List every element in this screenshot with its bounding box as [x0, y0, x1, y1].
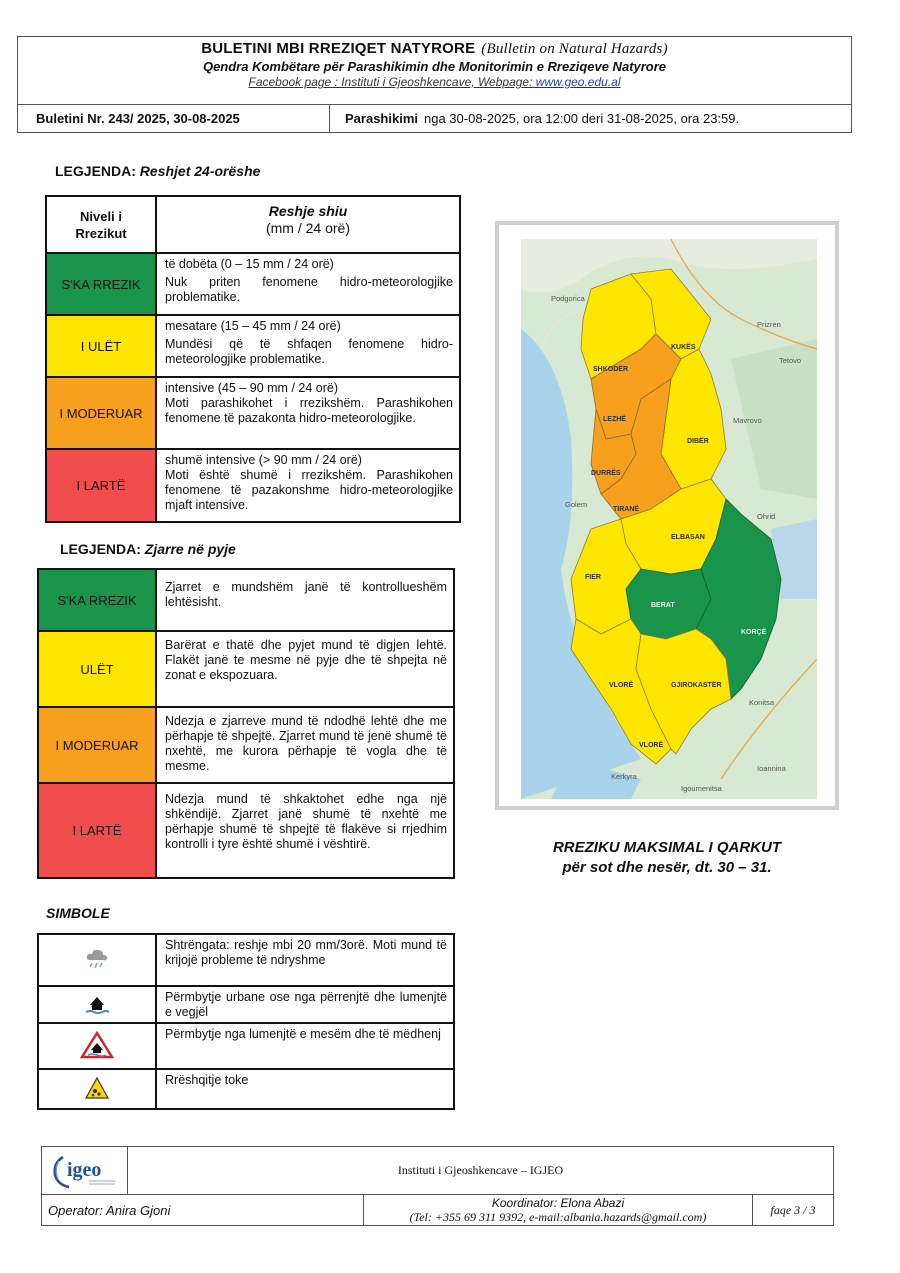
place-mavrovo: Mavrovo [733, 416, 762, 425]
fire-row-low [38, 631, 454, 707]
forecast-label: Parashikimi [345, 111, 418, 126]
place-prizren: Prizren [757, 320, 781, 329]
center-name: Qendra Kombëtare për Parashikimin dhe Monitorimin e Rreziqeve Natyrore [202, 59, 667, 74]
risk-map[interactable] [521, 239, 817, 799]
label-tirane: TIRANË [613, 506, 640, 513]
rain-desc-no-risk [156, 253, 460, 315]
fire-legend-table [37, 568, 455, 879]
rain-row-no-risk [46, 253, 460, 315]
fire-legend-title [60, 541, 236, 557]
bulletin-number: Buletini Nr. 243/ 2025, 30-08-2025 [18, 105, 330, 133]
map-caption [495, 838, 839, 878]
footer-top-row [42, 1147, 833, 1195]
rain-amount: mesatare (15 – 45 mm / 24 orë) [165, 319, 341, 333]
label-shkoder: SHKODËR [593, 366, 629, 373]
rain-desc-low [156, 315, 460, 377]
logo-text: igeo [66, 1158, 101, 1181]
forecast-period [330, 105, 851, 133]
rain-description: Mundësi që të shfaqen fenomene hidro-meteorologjike problematike. [165, 337, 453, 366]
fire-row-moderate [38, 707, 454, 783]
label-fier: FIER [585, 574, 601, 581]
symbol-desc-landslide: Rrëshqitje toke [156, 1069, 454, 1109]
river-flood-icon [38, 1023, 156, 1069]
igeo-logo [42, 1147, 128, 1194]
header-info-row [18, 105, 851, 133]
fire-row-no-risk [38, 569, 454, 631]
rain-level-no-risk: S'KA RREZIK [46, 253, 156, 315]
bulletin-title [18, 40, 851, 58]
label-kukes: KUKËS [671, 344, 696, 351]
fire-legend-label: LEGJENDA: [60, 541, 141, 557]
urban-flood-icon [38, 986, 156, 1023]
level-header-line-1: Niveli i [80, 208, 122, 224]
webpage-link[interactable]: www.geo.edu.al [535, 75, 621, 89]
label-vlore-south: VLORË [639, 742, 664, 749]
header-title-block [18, 37, 851, 105]
symbols-table [37, 933, 455, 1110]
fire-level-high: I LARTË [38, 783, 156, 878]
place-konitsa: Konitsa [749, 698, 775, 707]
rain-desc-moderate [156, 377, 460, 449]
footer-bottom-row [42, 1195, 833, 1226]
page-number: faqe 3 / 3 [770, 1203, 816, 1217]
place-kerkyra: Kerkyra [611, 772, 637, 781]
fire-legend-subtitle: Zjarre në pyje [144, 541, 236, 557]
symbol-row-landslide [38, 1069, 454, 1109]
fire-desc-moderate: Ndezja e zjarreve mund të ndodhë lehtë dhe me përhapje të shpejtë. Zjarret mund të jenë shumë të nxehtë, me kurora përhapje të vogla dhe të mesme. [156, 707, 454, 783]
coordinator-contact[interactable]: (Tel: +355 69 311 9392, e-mail:albania.hazards@gmail.com) [409, 1210, 707, 1224]
rain-row-high [46, 449, 460, 522]
landslide-icon [38, 1069, 156, 1109]
fire-desc-high: Ndezja mund të shkaktohet edhe nga një shkëndijë. Zjarret janë shumë të nxehtë me përhapje shumë të shpejtë të flakëve si rrjedhim kontrolli i tyre është shumë i vështirë. [156, 783, 454, 878]
rain-amount: shumë intensive (> 90 mm / 24 orë) [165, 453, 362, 467]
symbol-row-river-flood [38, 1023, 454, 1069]
rain-legend-header-row [46, 196, 460, 253]
operator-name: Operator: Anira Gjoni [42, 1195, 364, 1226]
rain-desc-high [156, 449, 460, 522]
label-berat: BERAT [651, 602, 675, 609]
rain-legend-title [55, 163, 260, 179]
map-caption-line-1: RREZIKU MAKSIMAL I QARKUT [552, 839, 782, 856]
rain-legend-subtitle: Reshjet 24-orëshe [139, 163, 261, 179]
rain-description: Moti është shumë i rrezikshëm. Parashikohen fenomene të pazakonshme hidro-meteorologjike mjaft intensive. [165, 468, 453, 512]
rain-legend-table [45, 195, 461, 523]
fire-level-low: ULËT [38, 631, 156, 707]
rain-level-moderate: I MODERUAR [46, 377, 156, 449]
symbol-row-storm [38, 934, 454, 986]
coordinator-block [364, 1195, 753, 1226]
rain-level-low: I ULËT [46, 315, 156, 377]
level-header-line-2: Rrezikut [75, 225, 127, 241]
fire-desc-no-risk: Zjarret e mundshëm janë të kontrollueshëm lehtësisht. [156, 569, 454, 631]
title-english: (Bulletin on Natural Hazards) [481, 41, 668, 57]
rain-level-high: I LARTË [46, 449, 156, 522]
rain-description: Nuk priten fenomene hidro-meteorologjike problematike. [165, 275, 453, 304]
rain-description: Moti parashikohet i rrezikshëm. Parashikohen fenomene të pazakonta hidro-meteorologjike. [165, 396, 453, 425]
label-diber: DIBËR [687, 438, 709, 445]
fire-row-high [38, 783, 454, 878]
bulletin-footer [41, 1146, 834, 1226]
rain-row-moderate [46, 377, 460, 449]
label-lezhe: LEZHË [603, 416, 626, 423]
fire-level-moderate: I MODERUAR [38, 707, 156, 783]
facebook-link[interactable]: Facebook page : Instituti i Gjeoshkencave, Webpage: [248, 75, 536, 89]
place-tetovo: Tetovo [779, 356, 802, 365]
rain-legend-label: LEGJENDA: [55, 163, 136, 179]
symbol-desc-urban-flood: Përmbytje urbane ose nga përrenjtë dhe lumenjtë e vegjël [156, 986, 454, 1023]
rain-amount: intensive (45 – 90 mm / 24 orë) [165, 381, 338, 395]
place-ioannina: Ioannina [757, 764, 786, 773]
coordinator-name: Koordinator: Elona Abazi [491, 1196, 625, 1210]
fire-level-no-risk: S'KA RREZIK [38, 569, 156, 631]
label-gjirokaster: GJIROKASTËR [671, 682, 722, 689]
label-vlore: VLORË [609, 682, 634, 689]
symbol-desc-river-flood: Përmbytje nga lumenjtë e mesëm dhe të mëdhenj [156, 1023, 454, 1069]
place-ohrid: Ohrid [757, 512, 776, 521]
rain-amount: të dobëta (0 – 15 mm / 24 orë) [165, 257, 334, 271]
symbols-title: SIMBOLE [46, 905, 110, 921]
symbol-row-urban-flood [38, 986, 454, 1023]
fire-desc-low: Barërat e thatë dhe pyjet mund të digjen lehtë. Flakët janë te mesme në pyje dhe të shpejta në zonat e ekspozuara. [156, 631, 454, 707]
bulletin-header [17, 36, 852, 133]
institute-name: Instituti i Gjeoshkencave – IGJEO [397, 1163, 564, 1177]
title-text: BULETINI MBI RREZIQET NATYRORE [201, 40, 476, 57]
place-igoumenitsa: Igoumenitsa [681, 784, 722, 793]
rain-column-header [156, 196, 460, 253]
risk-map-frame [495, 221, 839, 810]
albania-risk-map [521, 239, 817, 799]
label-durres: DURRËS [591, 470, 621, 477]
rain-header-line-2: (mm / 24 orë) [265, 220, 350, 236]
forecast-text: nga 30-08-2025, ora 12:00 deri 31-08-2025, ora 23:59. [424, 111, 740, 126]
map-caption-line-2: për sot dhe nesër, dt. 30 – 31. [562, 859, 772, 876]
place-podgorica: Podgorica [551, 294, 585, 303]
rain-header-line-1: Reshje shiu [268, 203, 348, 219]
storm-cloud-icon [38, 934, 156, 986]
level-column-header [46, 196, 156, 253]
rain-row-low [46, 315, 460, 377]
symbol-desc-storm: Shtrëngata: reshje mbi 20 mm/3orë. Moti mund të krijojë probleme të ndryshme [156, 934, 454, 986]
label-korce: KORÇË [741, 629, 767, 636]
links-line [18, 75, 851, 89]
label-elbasan: ELBASAN [671, 534, 705, 541]
place-golem: Golem [565, 500, 588, 509]
